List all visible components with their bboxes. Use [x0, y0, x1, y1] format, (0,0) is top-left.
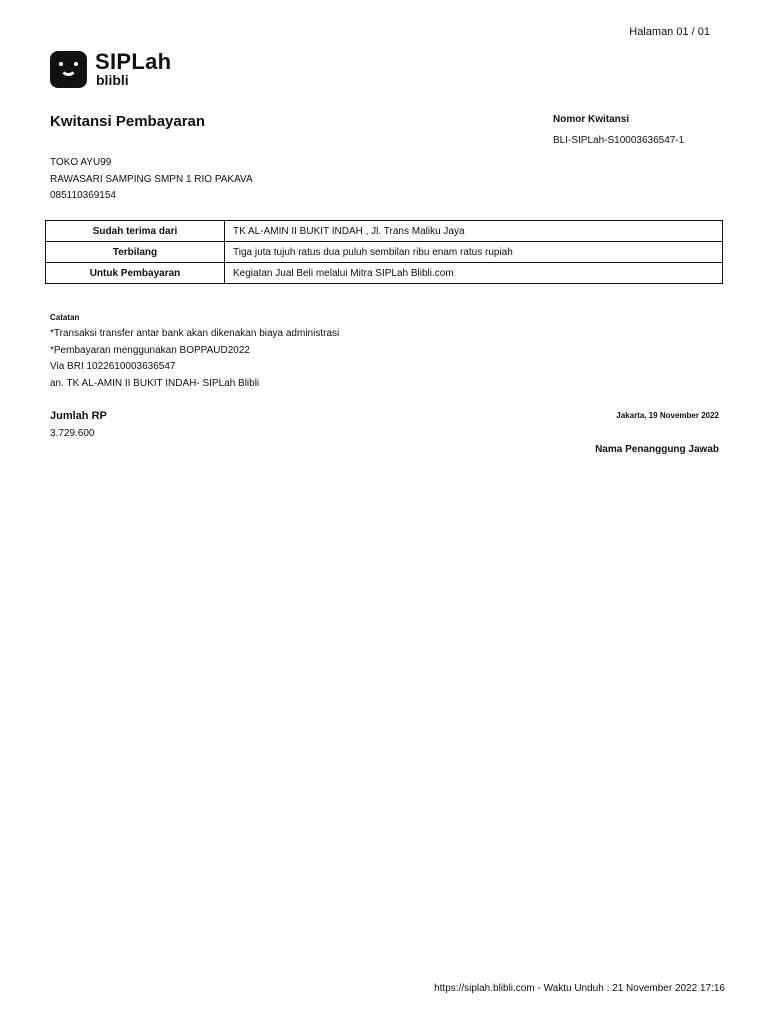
detail-label: Sudah terima dari [46, 221, 225, 242]
download-footer: https://siplah.blibli.com - Waktu Unduh : 21 November 2022 17:16 [434, 983, 725, 994]
store-name: TOKO AYU99 [50, 157, 112, 168]
table-row [46, 221, 723, 242]
detail-label: Terbilang [46, 242, 225, 263]
detail-value: Tiga juta tujuh ratus dua puluh sembilan ribu enam ratus rupiah [225, 242, 723, 263]
note-line: *Pembayaran menggunakan BOPPAUD2022 [50, 344, 250, 356]
receipt-number-label: Nomor Kwitansi [553, 114, 630, 125]
store-address: RAWASARI SAMPING SMPN 1 RIO PAKAVA [50, 173, 253, 185]
amount-label: Jumlah RP [50, 410, 107, 422]
note-line: *Transaksi transfer antar bank akan dikenakan biaya administrasi [50, 328, 340, 339]
logo-subtext: blibli [96, 72, 129, 88]
detail-value: Kegiatan Jual Beli melalui Mitra SIPLah Blibli.com [225, 263, 723, 284]
store-info [50, 155, 253, 205]
table-row [46, 242, 723, 263]
page-number: Halaman 01 / 01 [629, 26, 710, 38]
store-phone: 085110369154 [50, 190, 116, 201]
receipt-number: BLI-SIPLah-S10003636547-1 [553, 135, 685, 146]
smile-icon [50, 51, 87, 88]
detail-label: Untuk Pembayaran [46, 263, 225, 284]
notes-section [50, 312, 339, 392]
logo-wordmark: SIPLah [95, 49, 172, 74]
table-row [46, 263, 723, 284]
detail-value: TK AL-AMIN II BUKIT INDAH , Jl. Trans Maliku Jaya [225, 221, 723, 242]
notes-heading: Catatan [50, 313, 80, 322]
payment-details-table [45, 220, 723, 284]
note-line: an. TK AL-AMIN II BUKIT INDAH- SIPLah Blibli [50, 377, 260, 389]
amount-value: 3.729.600 [50, 428, 95, 439]
siplah-blibli-logo [50, 50, 180, 90]
document-title: Kwitansi Pembayaran [50, 113, 206, 130]
signer-label: Nama Penanggung Jawab [595, 444, 719, 455]
note-line: Via BRI 1022610003636547 [50, 361, 176, 373]
place-date: Jakarta, 19 November 2022 [616, 411, 719, 420]
